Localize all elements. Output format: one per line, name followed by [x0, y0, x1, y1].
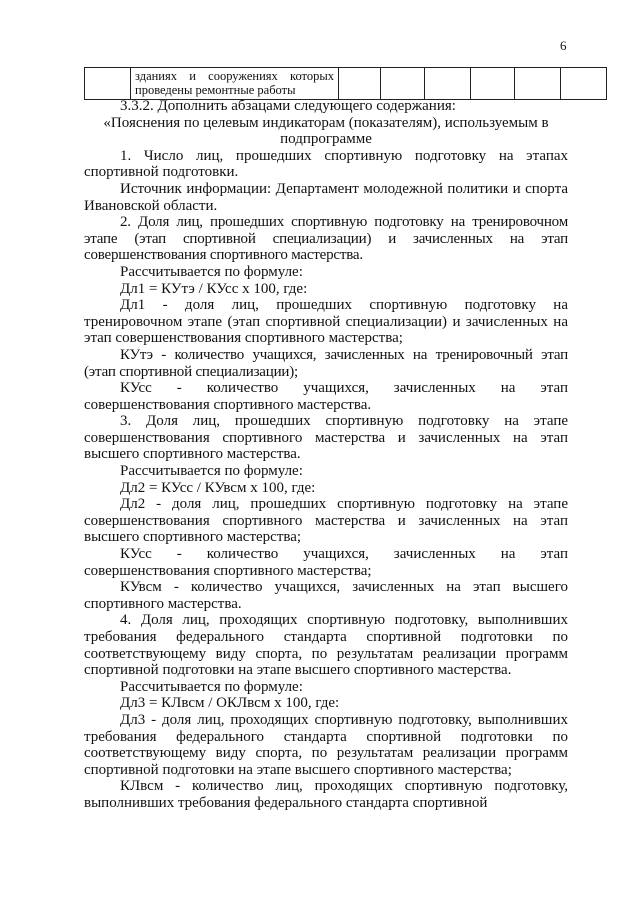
- paragraph: Дл3 - доля лиц, проходящих спортивную подготовку, выполнивших требования федерального стандарта спортивной подготовки по соответствующему виду спорта, по результатам реализации программ спортивной подготовки на этапе высшего спортивного мастерства;: [84, 711, 568, 778]
- formula: Дл1 = КУтэ / КУсс х 100, где:: [120, 280, 308, 297]
- table-row: [85, 68, 607, 100]
- table-cell: [381, 68, 425, 100]
- paragraph: КУсс - количество учащихся, зачисленных на этап совершенствования спортивного мастерства;: [84, 546, 568, 579]
- paragraph: Рассчитывается по формуле:: [120, 263, 303, 280]
- table-cell: [561, 68, 607, 100]
- table-cell: [471, 68, 515, 100]
- section-heading: «Пояснения по целевым индикаторам (показателям), используемым в подпрограмме: [103, 114, 549, 148]
- section-instruction: 3.3.2. Дополнить абзацами следующего содержания:: [120, 98, 456, 114]
- paragraph: КУвсм - количество учащихся, зачисленных на этап высшего спортивного мастерства.: [84, 579, 568, 612]
- table-cell: [85, 68, 131, 100]
- paragraph: 1. Число лиц, прошедших спортивную подготовку на этапах спортивной подготовки.: [84, 147, 568, 181]
- table-cell-text: зданиях и сооружениях которых проведены ремонтные работы: [131, 68, 339, 100]
- document-body: [84, 98, 568, 812]
- paragraph: КЛвсм - количество лиц, проходящих спортивную подготовку, выполнивших требования федерального стандарта спортивной: [84, 778, 568, 811]
- paragraph: Источник информации: Департамент молодежной политики и спорта Ивановской области.: [84, 180, 568, 214]
- paragraph: Рассчитывается по формуле:: [120, 678, 303, 695]
- table-cell: [339, 68, 381, 100]
- paragraph: Дл1 - доля лиц, прошедших спортивную подготовку на тренировочном этапе (этап спортивной специализации) и зачисленных на этап совершенствования спортивного мастерства;: [84, 297, 568, 347]
- paragraph: 4. Доля лиц, проходящих спортивную подготовку, выполнивших требования федерального стандарта спортивной подготовки по соответствующему виду спорта, по результатам реализации программ спортивной подготовки на этапе высшего спортивного мастерства.: [84, 612, 568, 679]
- paragraph: 3. Доля лиц, прошедших спортивную подготовку на этапе совершенствования спортивного мастерства и зачисленных на этап высшего спортивного мастерства.: [84, 413, 568, 463]
- paragraph: КУтэ - количество учащихся, зачисленных на тренировочный этап (этап спортивной специализации);: [84, 346, 568, 380]
- formula: Дл2 = КУсс / КУвсм х 100, где:: [120, 479, 316, 496]
- paragraph: Дл2 - доля лиц, прошедших спортивную подготовку на этапе совершенствования спортивного мастерства и зачисленных на этап высшего спортивного мастерства;: [84, 496, 568, 546]
- paragraph: 2. Доля лиц, прошедших спортивную подготовку на тренировочном этапе (этап спортивной специализации) и зачисленных на этап совершенствования спортивного мастерства.: [84, 214, 568, 264]
- page-number: 6: [560, 38, 567, 53]
- table-fragment: [84, 67, 607, 100]
- paragraph: КУсс - количество учащихся, зачисленных на этап совершенствования спортивного мастерства.: [84, 380, 568, 413]
- table-cell: [425, 68, 471, 100]
- table-cell: [515, 68, 561, 100]
- paragraph: Рассчитывается по формуле:: [120, 463, 303, 480]
- formula: Дл3 = КЛвсм / ОКЛвсм х 100, где:: [120, 695, 340, 712]
